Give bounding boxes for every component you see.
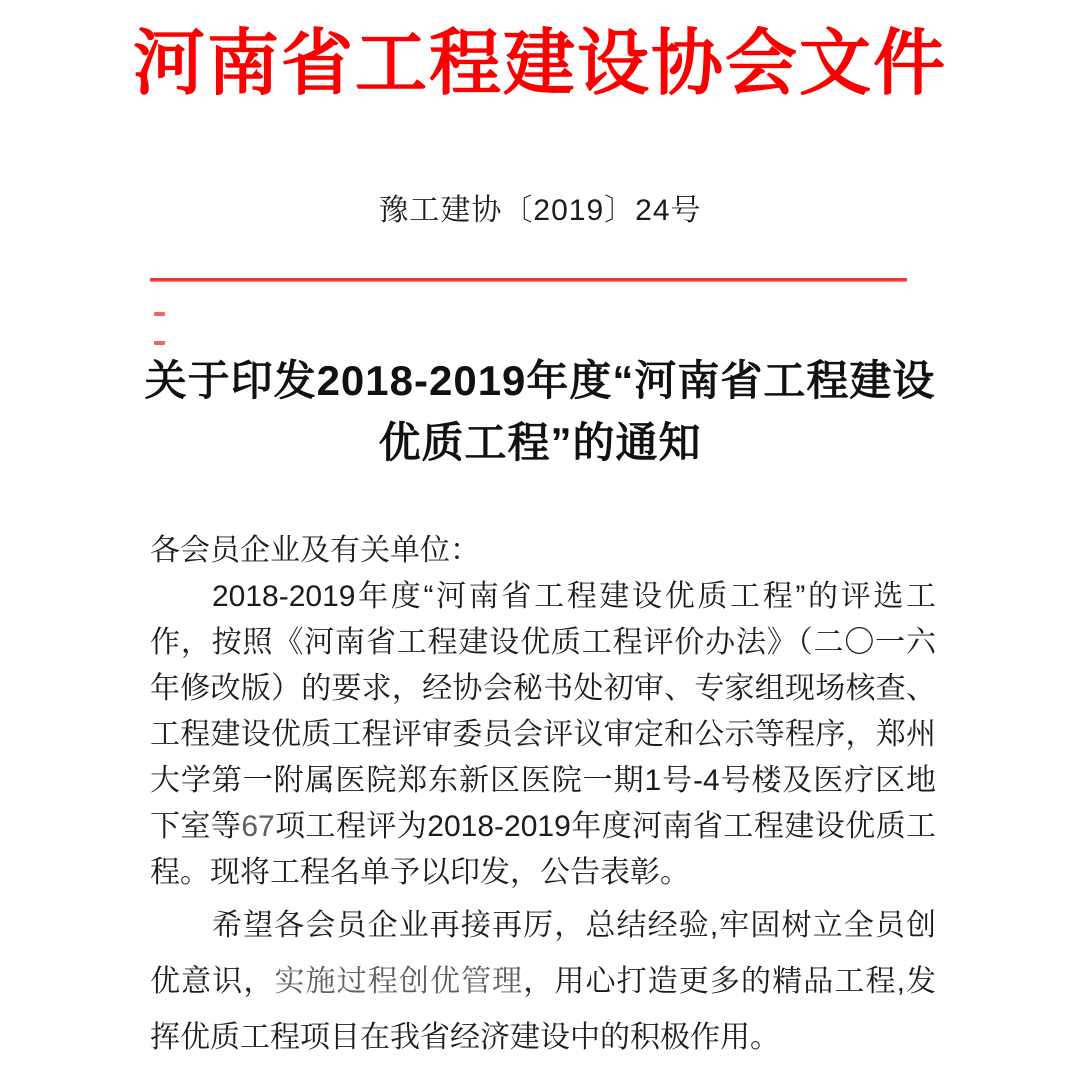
body-text-segment: 项工程评为2018-2019年度河南省工程建设优质工程。现将工程名单予以印发，公告表彰。: [150, 810, 937, 889]
body-text-segment: 67: [241, 810, 275, 843]
notice-title: [0, 350, 1080, 474]
body-text-segment: ，用心打造更多的精品工程,发挥优质工程项目在我省经济建设中的积极作用。: [150, 965, 937, 1054]
notice-title-line-1: 关于印发2018-2019年度“河南省工程建设: [144, 357, 936, 404]
body-text-segment: 实施过程创优管理: [274, 965, 524, 998]
paragraph-evaluation-result: [150, 574, 936, 896]
salutation-line: 各会员企业及有关单位：: [150, 534, 480, 567]
notice-title-line-2: 优质工程”的通知: [378, 419, 702, 466]
red-divider-line: [150, 278, 907, 282]
masthead-title: 河南省工程建设协会文件: [132, 24, 947, 104]
paragraph-encouragement: [150, 898, 936, 1066]
document-body: [150, 528, 936, 1066]
red-edit-dash-2: [154, 341, 165, 345]
body-text-segment: 2018-2019年度“河南省工程建设优质工程”的评选工作，按照《河南省工程建设优质工程评价办法》（二〇一六年修改版）的要求，经协会秘书处初审、专家组现场核查、工程建设优质工程评审委员会评议审定和公示等程序，郑州大学第一附属医院郑东新区医院一期1号-4号楼及医疗区地下室等: [150, 580, 936, 843]
body-text-segment: 希望各会员企业再接再厉，总结经验,牢固树立全员创优意识，: [150, 909, 936, 998]
document-number: 豫工建协〔2019〕24号: [378, 194, 702, 227]
red-edit-dash-1: [154, 312, 165, 316]
